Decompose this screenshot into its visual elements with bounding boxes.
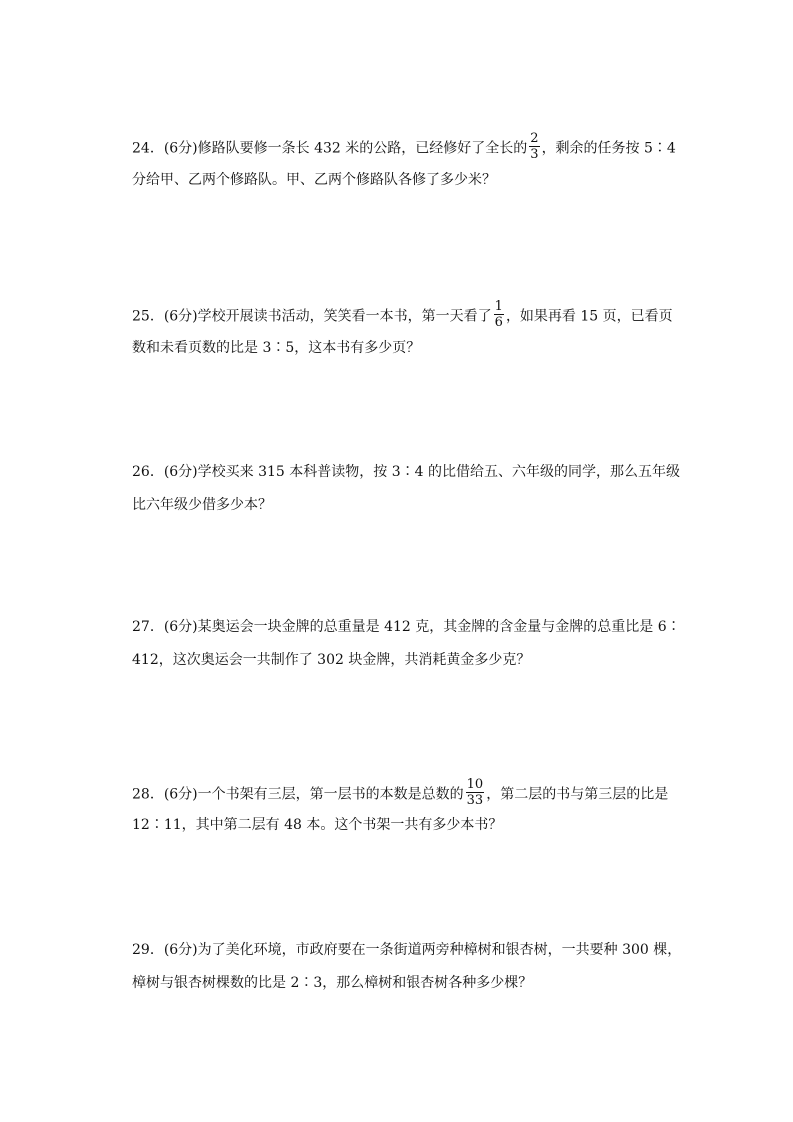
question-line [132, 338, 420, 358]
fraction [494, 299, 504, 330]
fraction-numerator: 1 [494, 299, 503, 314]
fraction-numerator: 10 [466, 777, 484, 792]
question-text: 27．(6分)某奥运会一块金牌的总重量是 412 克，其金牌的含金量与金牌的总重比是 6∶ [132, 619, 681, 635]
question-text: 樟树与银杏树棵数的比是 2∶3，那么樟树和银杏树各种多少棵？ [132, 975, 533, 991]
fraction-denominator: 3 [530, 147, 539, 162]
question-text: 25．(6分)学校开展读书活动，笑笑看一本书，第一天看了 [132, 308, 492, 325]
question-line [132, 131, 676, 162]
question-text: 分给甲、乙两个修路队。甲、乙两个修路队各修了多少米？ [132, 172, 496, 188]
question-text: ，剩余的任务按 5∶4 [541, 140, 676, 157]
question-line [132, 815, 502, 835]
question-line [132, 170, 496, 190]
question-text: ，如果再看 15 页，已看页 [505, 308, 673, 325]
question-text: 12∶11，其中第二层有 48 本。这个书架一共有多少本书？ [132, 817, 503, 833]
question-text: 比六年级少借多少本？ [132, 497, 272, 513]
question-text: ，第二层的书与第三层的比是 [486, 786, 669, 803]
question-line [132, 299, 673, 330]
question-line [132, 973, 532, 993]
question-line [132, 495, 272, 515]
question-text: 28．(6分)一个书架有三层，第一层书的本数是总数的 [132, 786, 464, 803]
question-line [132, 462, 680, 482]
fraction [466, 777, 485, 808]
fraction-denominator: 6 [494, 315, 503, 330]
question-text: 412，这次奥运会一共制作了 302 块金牌，共消耗黄金多少克？ [132, 652, 531, 668]
question-line [132, 650, 530, 670]
question-text: 24．(6分)修路队要修一条长 432 米的公路，已经修好了全长的 [132, 140, 528, 157]
question-text: 29．(6分)为了美化环境，市政府要在一条街道两旁种樟树和银杏树，一共要种 300 棵， [132, 942, 682, 958]
question-line [132, 777, 669, 808]
question-text: 26．(6分)学校买来 315 本科普读物，按 3∶4 的比借给五、六年级的同学，那么五年级 [132, 464, 680, 480]
fraction [529, 131, 539, 162]
question-line [132, 940, 681, 960]
fraction-numerator: 2 [530, 131, 539, 146]
question-line [132, 617, 681, 637]
question-text: 数和未看页数的比是 3∶5，这本书有多少页？ [132, 340, 421, 356]
fraction-denominator: 33 [466, 793, 484, 808]
